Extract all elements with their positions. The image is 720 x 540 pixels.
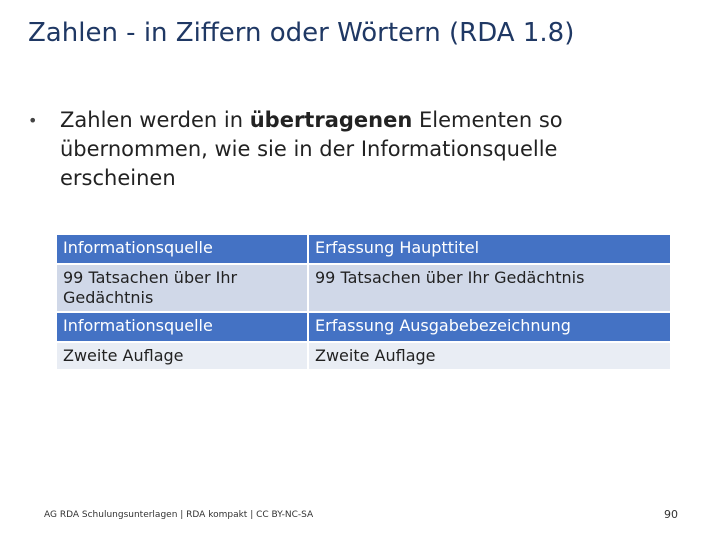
table-row (57, 265, 670, 311)
bullet-point (28, 106, 678, 193)
table-row (57, 343, 670, 369)
table-cell: Informationsquelle (57, 235, 307, 263)
table-row (57, 235, 670, 263)
table-cell: 99 Tatsachen über Ihr Gedächtnis (57, 265, 307, 311)
table-cell: Erfassung Haupttitel (309, 235, 670, 263)
slide-footer: AG RDA Schulungsunterlagen | RDA kompakt | CC BY-NC-SA (44, 510, 314, 520)
bullet-marker: • (28, 111, 38, 130)
page-number: 90 (664, 508, 678, 521)
bullet-text-emphasis: übertragenen (249, 108, 413, 132)
bullet-text (60, 106, 678, 193)
table-cell: Zweite Auflage (309, 343, 670, 369)
slide-title: Zahlen - in Ziffern oder Wörtern (RDA 1.8) (28, 18, 575, 48)
example-table (55, 233, 672, 371)
table-cell: Erfassung Ausgabebezeichnung (309, 313, 670, 341)
bullet-text-before: Zahlen werden in (60, 108, 250, 132)
table-row (57, 313, 670, 341)
table-cell: Informationsquelle (57, 313, 307, 341)
bullet-text-after: Elementen so übernommen, wie sie in der Informationsquelle erscheinen (60, 108, 563, 190)
table-cell: 99 Tatsachen über Ihr Gedächtnis (309, 265, 670, 311)
table-cell: Zweite Auflage (57, 343, 307, 369)
